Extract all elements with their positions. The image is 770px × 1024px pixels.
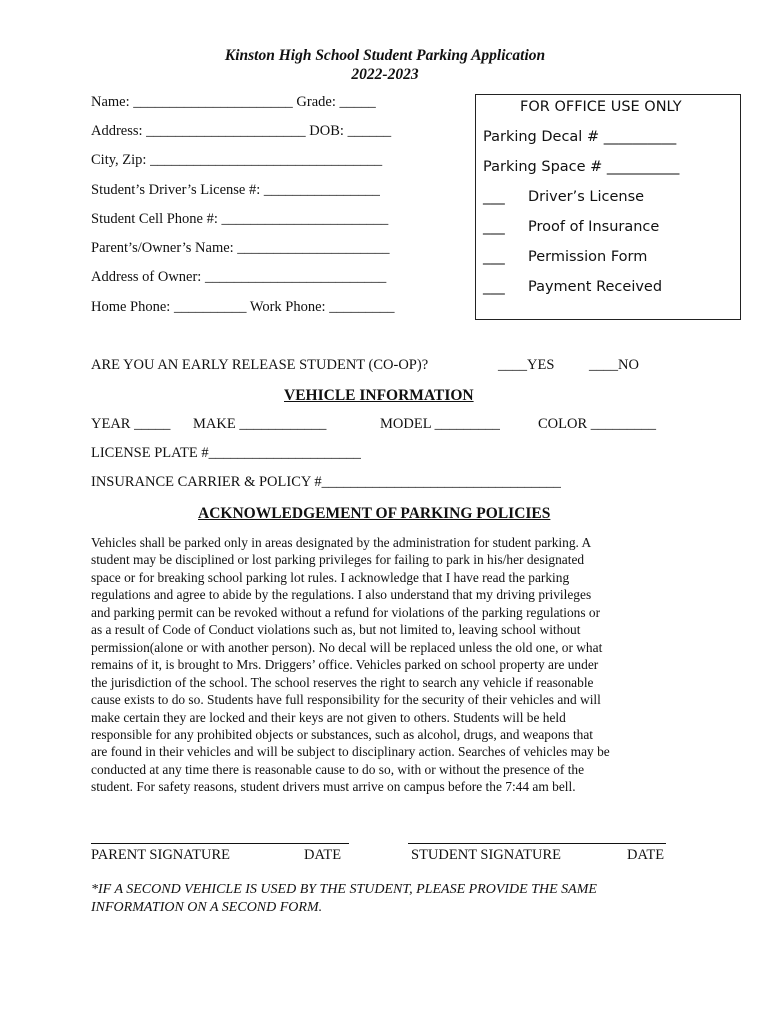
early-release-question: ARE YOU AN EARLY RELEASE STUDENT (CO-OP)? xyxy=(91,357,429,373)
parking-space-field[interactable]: Parking Space # __________ xyxy=(483,159,680,175)
student-signature-line[interactable] xyxy=(408,843,666,844)
school-year: 2022-2023 xyxy=(351,66,419,83)
policies-heading: ACKNOWLEDGEMENT OF PARKING POLICIES xyxy=(198,505,551,522)
vehicle-model-field[interactable]: MODEL _________ xyxy=(380,416,500,432)
office-use-title: FOR OFFICE USE ONLY xyxy=(520,99,682,115)
owner-name-field[interactable]: Parent’s/Owner’s Name: _____________________ xyxy=(91,240,390,256)
student-date-label: DATE xyxy=(627,847,665,863)
policy-line: conducted at any time there is reasonable cause to do so, with or without the presence of the xyxy=(91,761,585,777)
vehicle-info-heading: VEHICLE INFORMATION xyxy=(284,387,474,404)
policy-line: student. For safety reasons, student drivers must arrive on campus before the 7:44 am bell. xyxy=(91,779,576,795)
parent-signature-line[interactable] xyxy=(91,843,349,844)
footnote-line-2: INFORMATION ON A SECOND FORM. xyxy=(91,900,323,915)
policy-line: and parking permit can be revoked without a refund for violations of the parking regulations or xyxy=(91,604,601,620)
parking-decal-field[interactable]: Parking Decal # __________ xyxy=(483,129,677,145)
vehicle-make-field[interactable]: MAKE ____________ xyxy=(193,416,327,432)
license-plate-field[interactable]: LICENSE PLATE #_____________________ xyxy=(91,445,361,461)
policy-line: permission(alone or with another person). No decal will be replaced unless the old one, or what xyxy=(91,639,603,655)
policy-line: remains of it, is brought to Mrs. Driggers’ office. Vehicles parked on school property are under xyxy=(91,657,599,673)
footnote-line-1: *IF A SECOND VEHICLE IS USED BY THE STUDENT, PLEASE PROVIDE THE SAME xyxy=(91,882,597,897)
student-signature-label: STUDENT SIGNATURE xyxy=(411,847,561,863)
policy-line: the jurisdiction of the school. The school reserves the right to search any vehicle if reasonable xyxy=(91,674,594,690)
permission-check-blank[interactable]: ___ xyxy=(483,249,505,265)
payment-check-label: Payment Received xyxy=(528,279,663,295)
policies-paragraph xyxy=(91,534,683,796)
phone-fields[interactable]: Home Phone: __________ Work Phone: _________ xyxy=(91,299,395,315)
form-title: Kinston High School Student Parking Application xyxy=(224,47,546,64)
address-dob-field[interactable]: Address: ______________________ DOB: ______ xyxy=(91,123,392,139)
name-grade-field[interactable]: Name: ______________________ Grade: _____ xyxy=(91,94,376,110)
insurance-policy-field[interactable]: INSURANCE CARRIER & POLICY #_________________________________ xyxy=(91,474,561,490)
vehicle-year-field[interactable]: YEAR _____ xyxy=(91,416,171,432)
early-release-yes[interactable]: ____YES xyxy=(498,357,555,373)
vehicle-color-field[interactable]: COLOR _________ xyxy=(538,416,657,432)
drivers-license-field[interactable]: Student’s Driver’s License #: ________________ xyxy=(91,182,380,198)
payment-check-blank[interactable]: ___ xyxy=(483,279,505,295)
policy-line: student may be disciplined or lost parking privileges for failing to park in his/her designated xyxy=(91,552,585,568)
drivers-license-check-label: Driver’s License xyxy=(528,189,645,205)
policy-line: are found in their vehicles and will be subject to disciplinary action. Searches of vehicles may be xyxy=(91,744,610,760)
cell-phone-field[interactable]: Student Cell Phone #: _______________________ xyxy=(91,211,389,227)
policy-line: Vehicles shall be parked only in areas designated by the administration for student parking. A xyxy=(91,535,592,550)
owner-address-field[interactable]: Address of Owner: _________________________ xyxy=(91,269,387,285)
early-release-no[interactable]: ____NO xyxy=(589,357,639,373)
permission-check-label: Permission Form xyxy=(528,249,648,265)
policy-line: space or for breaking school parking lot rules. I acknowledge that I have read the parking xyxy=(91,569,570,585)
parent-signature-label: PARENT SIGNATURE xyxy=(91,847,230,863)
policy-line: make certain they are locked and their keys are not given to others. Students will be held xyxy=(91,709,566,725)
insurance-check-label: Proof of Insurance xyxy=(528,219,660,235)
policy-line: cause exists to do so. Students have full responsibility for the security of their vehicles and will xyxy=(91,692,601,708)
insurance-check-blank[interactable]: ___ xyxy=(483,219,505,235)
drivers-license-check-blank[interactable]: ___ xyxy=(483,189,505,205)
policy-line: as a result of Code of Conduct violations such as, but not limited to, leaving school without xyxy=(91,622,581,638)
parent-date-label: DATE xyxy=(304,847,342,863)
policy-line: regulations and agree to abide by the regulations. I also understand that my driving privileges xyxy=(91,587,592,603)
policy-line: responsible for any prohibited objects or substances, such as alcohol, drugs, and weapons that xyxy=(91,726,594,742)
city-zip-field[interactable]: City, Zip: ________________________________ xyxy=(91,152,383,168)
